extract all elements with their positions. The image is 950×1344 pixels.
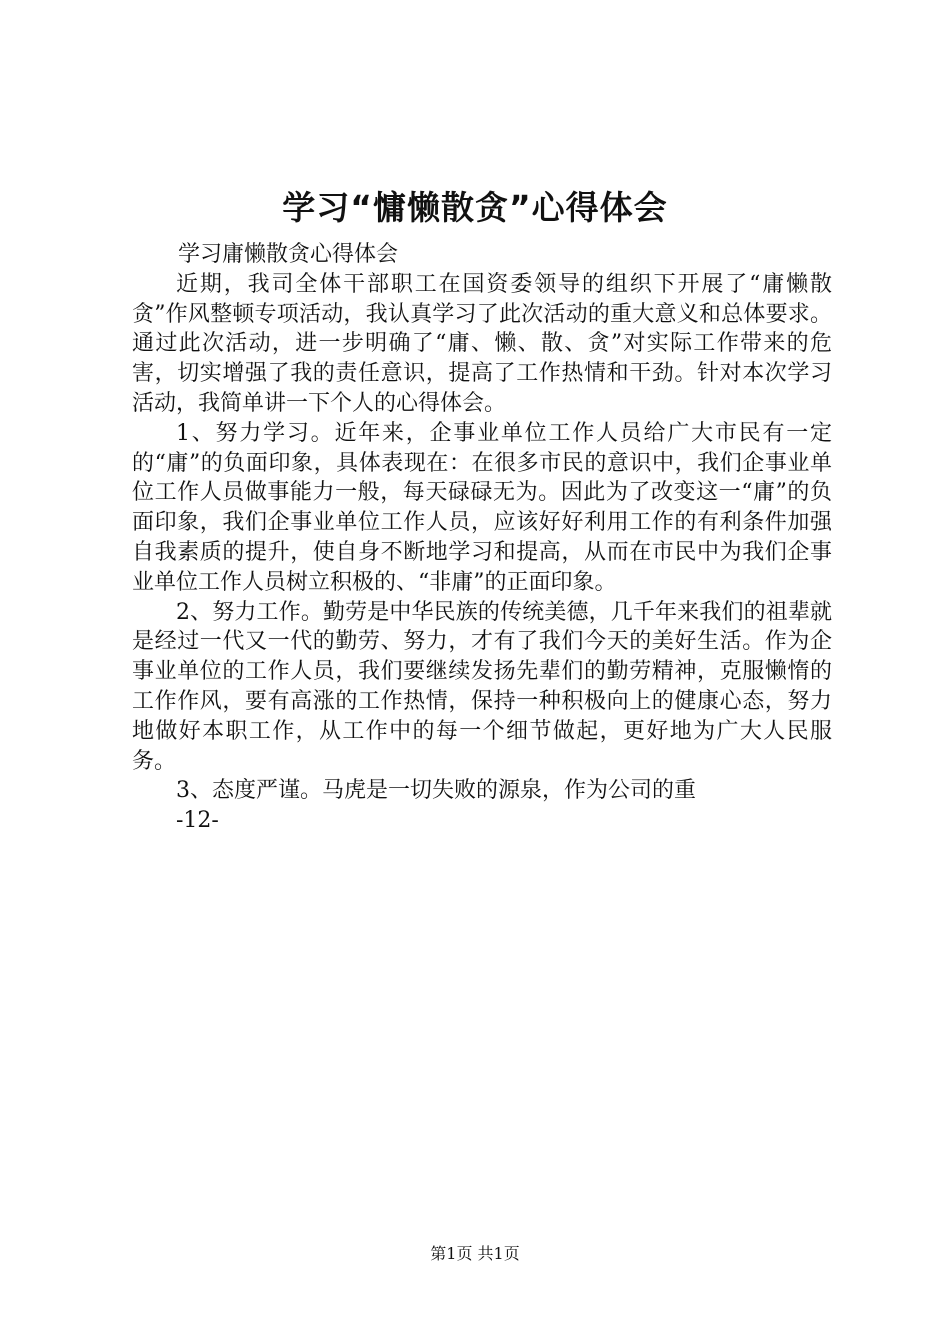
page-marker: -12-	[176, 808, 219, 834]
paragraph-intro: 近期，我司全体干部职工在国资委领导的组织下开展了“庸懒散贪”作风整顿专项活动，我认真学习了此次活动的重大意义和总体要求。通过此次活动，进一步明确了“庸、懒、散、贪”对实际工作带来的危害，切实增强了我的责任意识，提高了工作热情和干劲。针对本次学习活动，我简单讲一下个人的心得体会。	[132, 271, 832, 416]
paragraph-study: 1、努力学习。近年来，企事业单位工作人员给广大市民有一定的“庸”的负面印象，具体表现在：在很多市民的意识中，我们企事业单位工作人员做事能力一般，每天碌碌无为。因此为了改变这一“庸”的负面印象，我们企事业单位工作人员，应该好好利用工作的有利条件加强自我素质的提升，使自身不断地学习和提高，从而在市民中为我们企事业单位工作人员树立积极的、“非庸”的正面印象。	[132, 420, 832, 595]
document-body	[132, 240, 832, 836]
paragraph-work: 2、努力工作。勤劳是中华民族的传统美德，几千年来我们的祖辈就是经过一代又一代的勤劳、努力，才有了我们今天的美好生活。作为企事业单位的工作人员，我们要继续发扬先辈们的勤劳精神，克服懒惰的工作作风，要有高涨的工作热情，保持一种积极向上的健康心态，努力地做好本职工作，从工作中的每一个细节做起，更好地为广大人民服务。	[132, 599, 832, 774]
page-footer: 第1页 共1页	[430, 1244, 520, 1263]
paragraph-attitude: 3、态度严谨。马虎是一切失败的源泉，作为公司的重	[176, 778, 696, 804]
document-title: 学习“慵懒散贪”心得体会	[282, 188, 668, 227]
document-subtitle: 学习庸懒散贪心得体会	[178, 242, 399, 267]
